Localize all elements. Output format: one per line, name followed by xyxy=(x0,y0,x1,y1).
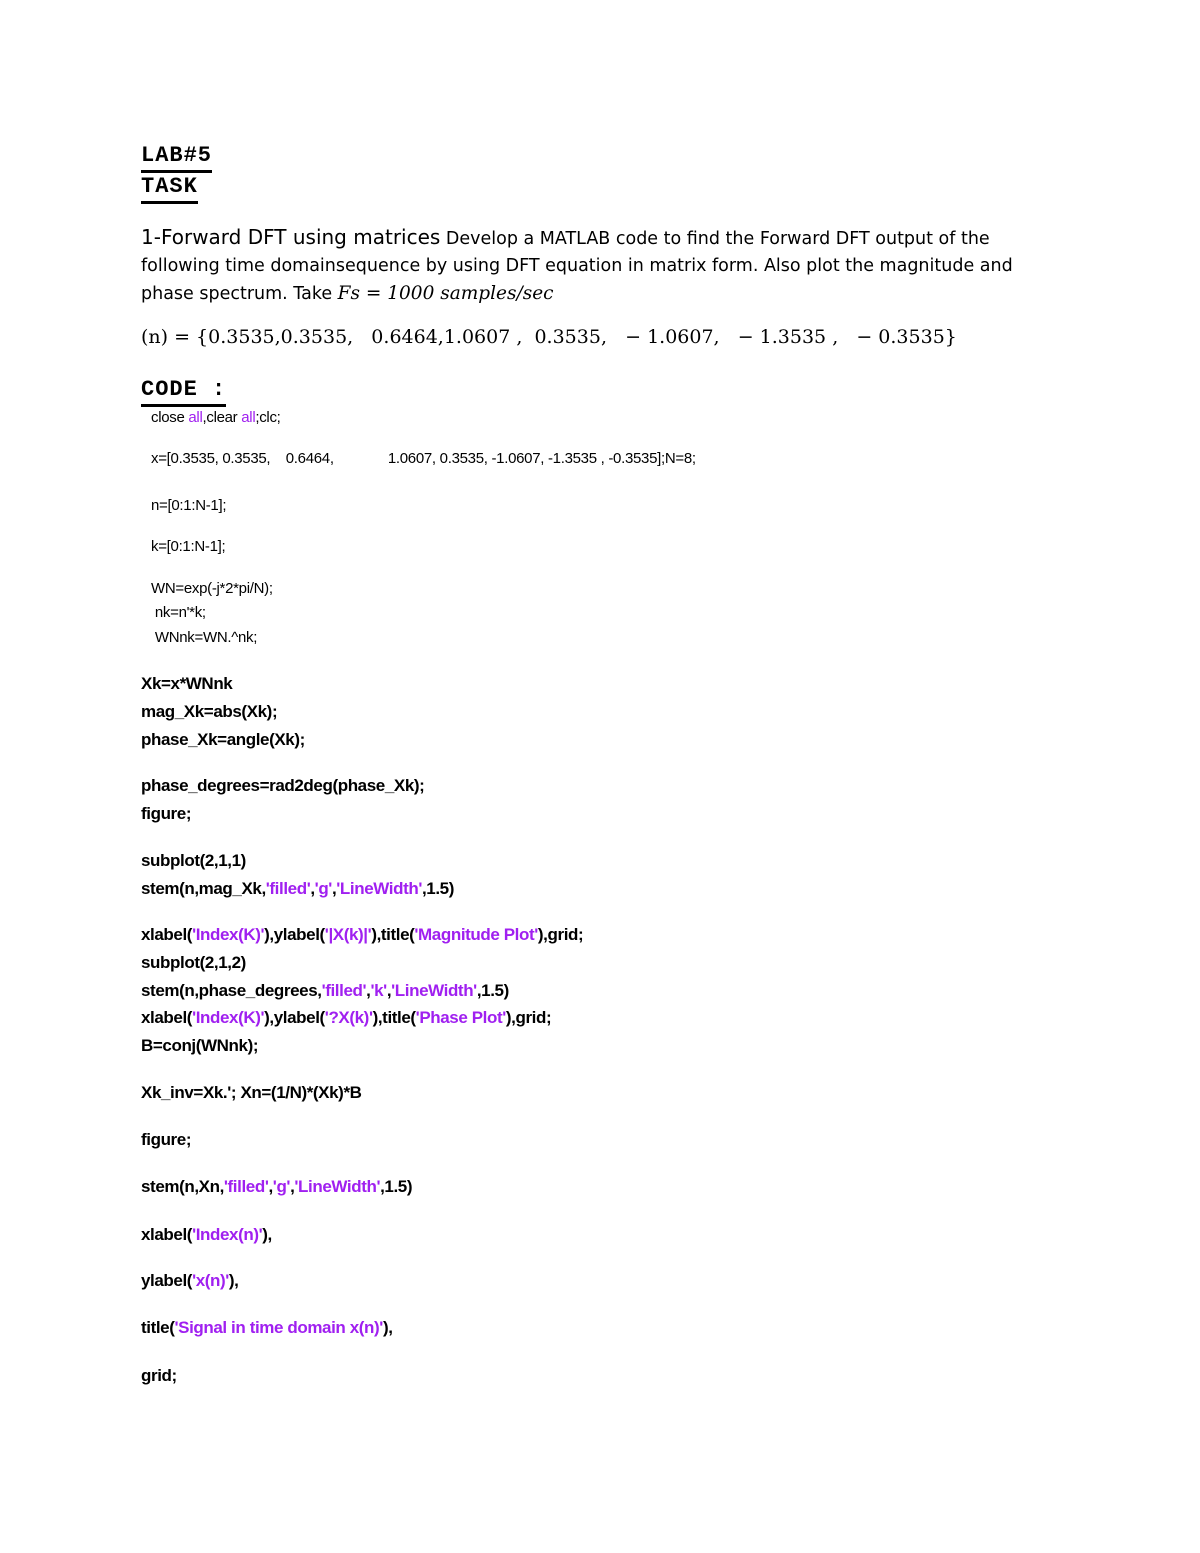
code-text: stem(n,Xn, xyxy=(141,1177,224,1196)
lab-heading: LAB#5 xyxy=(141,143,212,173)
string-literal: 'LineWidth' xyxy=(294,1177,381,1196)
sequence-definition: (n) = {0.3535,0.3535, 0.6464,1.0607 , 0.3535, − 1.0607, − 1.3535 , − 0.3535} xyxy=(141,326,957,348)
code-line-23 xyxy=(141,1225,272,1245)
string-literal: 'LineWidth' xyxy=(391,981,477,1000)
code-line-16: subplot(2,1,2) xyxy=(141,953,246,972)
code-line-19: B=conj(WNnk); xyxy=(141,1036,259,1055)
code-text: title( xyxy=(141,1318,175,1337)
code-text: close xyxy=(151,409,189,426)
code-line-1 xyxy=(151,409,281,426)
keyword-all: all xyxy=(188,409,203,426)
code-text: ,1.5) xyxy=(380,1177,413,1196)
keyword-all: all xyxy=(241,409,256,426)
code-text: ;clc; xyxy=(255,409,281,426)
code-text: xlabel( xyxy=(141,925,193,944)
code-line-8: Xk=x*WNnk xyxy=(141,674,233,693)
code-text: , xyxy=(268,1177,273,1196)
code-text: stem(n,phase_degrees, xyxy=(141,981,322,1000)
task-description-3-line xyxy=(141,282,554,306)
code-text: ),ylabel( xyxy=(264,1008,325,1027)
code-text: ),title( xyxy=(372,1008,416,1027)
code-text: stem(n,mag_Xk, xyxy=(141,879,266,898)
task-description-2: following time domainsequence by using DFT equation in matrix form. Also plot the magnitude and xyxy=(141,256,1013,276)
code-text: , xyxy=(331,879,337,898)
string-literal: '?X(k)' xyxy=(324,1008,373,1027)
code-text: , xyxy=(290,1177,295,1196)
code-line-25 xyxy=(141,1318,393,1338)
task-title-line xyxy=(141,224,990,251)
code-heading: CODE : xyxy=(141,377,226,407)
code-line-20: Xk_inv=Xk.'; Xn=(1/N)*(Xk)*B xyxy=(141,1083,362,1102)
code-line-2: x=[0.3535, 0.3535, 0.6464, 1.0607, 0.3535, -1.0607, -1.3535 , -0.3535];N=8; xyxy=(151,450,696,467)
code-text: ,1.5) xyxy=(476,981,509,1000)
code-text: xlabel( xyxy=(141,1225,193,1244)
string-literal: 'filled' xyxy=(265,879,311,898)
code-line-12: figure; xyxy=(141,804,192,823)
code-text: ,clear xyxy=(202,409,242,426)
code-text: ,1.5) xyxy=(421,879,454,898)
code-line-26: grid; xyxy=(141,1366,177,1385)
code-line-13: subplot(2,1,1) xyxy=(141,851,246,870)
code-text: , xyxy=(366,981,371,1000)
code-line-21: figure; xyxy=(141,1130,192,1149)
code-text: ylabel( xyxy=(141,1271,193,1290)
task-description-3: phase spectrum. Take xyxy=(141,284,338,304)
string-literal: 'filled' xyxy=(321,981,367,1000)
code-line-15 xyxy=(141,925,583,945)
string-literal: 'g' xyxy=(314,879,332,898)
code-text: , xyxy=(310,879,315,898)
code-line-3: n=[0:1:N-1]; xyxy=(151,497,227,514)
code-line-6: nk=n'*k; xyxy=(151,604,206,621)
code-line-22 xyxy=(141,1177,412,1197)
task-description-1: Develop a MATLAB code to find the Forward DFT output of the xyxy=(440,229,990,249)
string-literal: 'x(n)' xyxy=(192,1271,229,1290)
string-literal: '|X(k)|' xyxy=(324,925,372,944)
code-text: ),grid; xyxy=(537,925,584,944)
string-literal: 'Phase Plot' xyxy=(415,1008,506,1027)
string-literal: 'g' xyxy=(272,1177,291,1196)
task-title: 1-Forward DFT using matrices xyxy=(141,225,441,249)
code-line-9: mag_Xk=abs(Xk); xyxy=(141,702,278,721)
string-literal: 'k' xyxy=(370,981,387,1000)
code-line-18 xyxy=(141,1008,551,1028)
string-literal: 'filled' xyxy=(223,1177,269,1196)
code-text: ), xyxy=(382,1318,393,1337)
code-text: ), xyxy=(262,1225,272,1244)
string-literal: 'Index(K)' xyxy=(192,1008,265,1027)
code-line-7: WNnk=WN.^nk; xyxy=(151,629,258,646)
code-line-14 xyxy=(141,879,454,899)
code-line-5: WN=exp(-j*2*pi/N); xyxy=(151,580,273,597)
code-text: ),title( xyxy=(371,925,415,944)
code-text: ),grid; xyxy=(505,1008,552,1027)
code-text: ),ylabel( xyxy=(264,925,325,944)
code-text: , xyxy=(386,981,392,1000)
code-text: ), xyxy=(228,1271,239,1290)
code-line-4: k=[0:1:N-1]; xyxy=(151,538,226,555)
string-literal: 'Index(n)' xyxy=(192,1225,263,1244)
code-line-17 xyxy=(141,981,509,1001)
code-line-10: phase_Xk=angle(Xk); xyxy=(141,730,305,749)
code-text: xlabel( xyxy=(141,1008,193,1027)
code-line-24 xyxy=(141,1271,239,1291)
code-line-11: phase_degrees=rad2deg(phase_Xk); xyxy=(141,776,425,795)
sampling-rate-expression: Fs = 1000 samples/sec xyxy=(337,283,554,304)
string-literal: 'LineWidth' xyxy=(336,879,422,898)
string-literal: 'Magnitude Plot' xyxy=(414,925,538,944)
string-literal: 'Signal in time domain x(n)' xyxy=(174,1318,383,1337)
string-literal: 'Index(K)' xyxy=(192,925,265,944)
task-heading: TASK xyxy=(141,174,198,204)
